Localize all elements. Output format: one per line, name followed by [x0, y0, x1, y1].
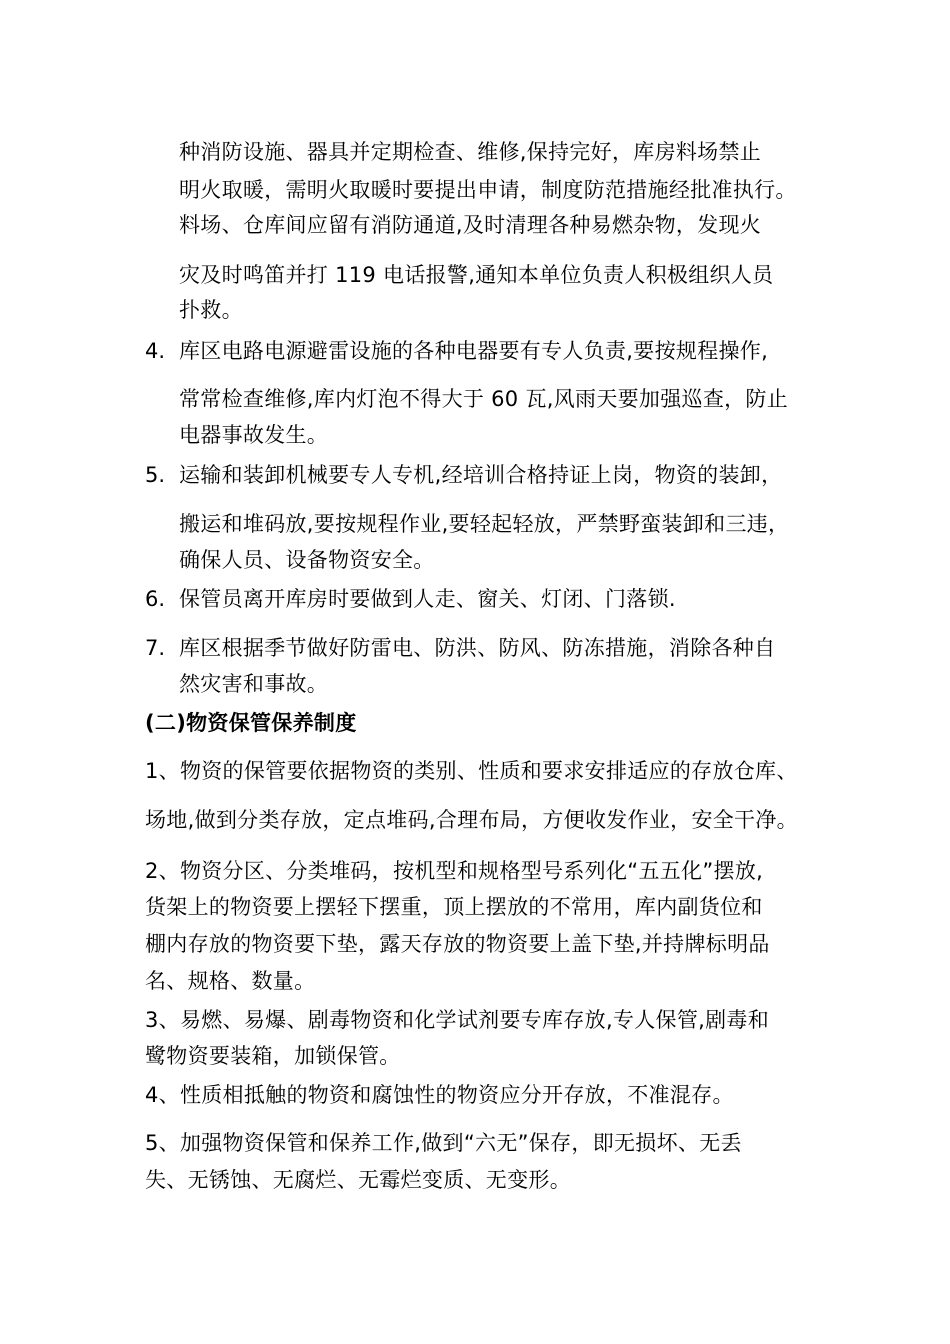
item4-line-3: 电器事故发生。 [179, 423, 329, 447]
item4-number: 4. [145, 339, 166, 363]
item3-line-1: 种消防设施、器具并定期检查、维修,保持完好，库房料场禁止 [179, 140, 762, 164]
item7-number: 7. [145, 636, 166, 660]
item7-line-1: 库区根据季节做好防雷电、防洪、防风、防冻措施，消除各种自 [179, 636, 776, 660]
item4-line-2: 常常检查维修,库内灯泡不得大于 60 瓦,风雨天要加强巡查，防止 [179, 387, 789, 411]
para2-line-2: 货架上的物资要上摆轻下摆重，顶上摆放的不常用，库内副货位和 [145, 895, 763, 919]
item3-line-4: 灾及时鸣笛并打 119 电话报警,通知本单位负责人积极组织人员 [179, 263, 774, 287]
para5-line-2: 失、无锈蚀、无腐烂、无霉烂变质、无变形。 [145, 1168, 571, 1192]
item3-line-5: 扑救。 [179, 298, 243, 322]
item5-line-1: 运输和装卸机械要专人专机,经培训合格持证上岗，物资的装卸， [179, 463, 783, 487]
para1-line-2: 场地,做到分类存放，定点堆码,合理布局，方便收发作业，安全干净。 [145, 808, 798, 832]
item5-number: 5. [145, 463, 166, 487]
para3-line-2: 鹭物资要装箱，加锁保管。 [145, 1044, 401, 1068]
item3-line-3: 料场、仓库间应留有消防通道,及时清理各种易燃杂物，发现火 [179, 213, 762, 237]
para2-line-3: 棚内存放的物资要下垫，露天存放的物资要上盖下垫,并持牌标明品 [145, 932, 770, 956]
item5-line-3: 确保人员、设备物资安全。 [179, 548, 435, 572]
para1-line-1: 1、物资的保管要依据物资的类别、性质和要求安排适应的存放仓库、 [145, 759, 798, 783]
item6-line-1: 保管员离开库房时要做到人走、窗关、灯闭、门落锁. [179, 587, 676, 611]
item3-line-2: 明火取暖，需明火取暖时要提出申请，制度防范措施经批准执行。 [179, 178, 797, 202]
item4-line-1: 库区电路电源避雷设施的各种电器要有专人负责,要按规程操作, [179, 339, 769, 363]
item7-line-2: 然灾害和事故。 [179, 672, 329, 696]
para5-line-1: 5、加强物资保管和保养工作,做到“六无”保存，即无损坏、无丢 [145, 1131, 742, 1155]
item5-line-2: 搬运和堆码放,要按规程作业,要轻起轻放，严禁野蛮装卸和三违， [179, 512, 790, 536]
section-heading: (二)物资保管保养制度 [145, 711, 357, 735]
para2-line-1: 2、物资分区、分类堆码，按机型和规格型号系列化“五五化”摆放, [145, 859, 764, 883]
para2-line-4: 名、规格、数量。 [145, 969, 316, 993]
item6-number: 6. [145, 587, 166, 611]
para4-line-1: 4、性质相抵触的物资和腐蚀性的物资应分开存放，不准混存。 [145, 1083, 734, 1107]
para3-line-1: 3、易燃、易爆、剧毒物资和化学试剂要专库存放,专人保管,剧毒和 [145, 1008, 770, 1032]
